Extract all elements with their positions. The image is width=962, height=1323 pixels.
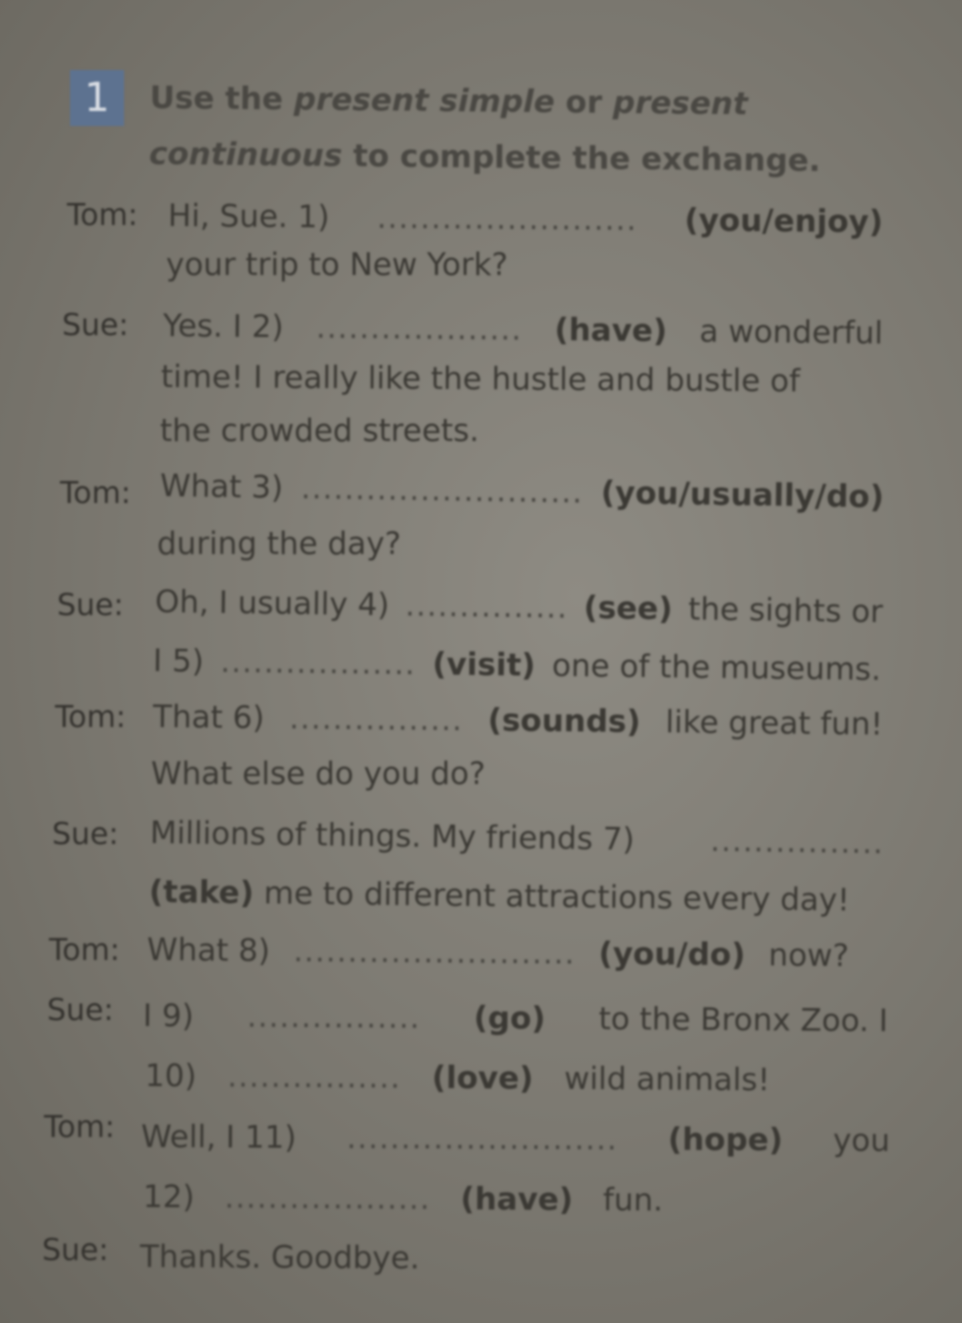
speaker-label: Sue:	[42, 1233, 109, 1268]
line-text: I 5)	[152, 643, 205, 680]
line-text: Millions of things. My friends 7)	[149, 815, 635, 858]
answer-blank[interactable]: ................	[227, 1058, 402, 1096]
line-text: What else do you do?	[151, 756, 486, 792]
line-text: me to different attractions every day!	[263, 875, 850, 919]
dialogue-line	[143, 1177, 663, 1221]
answer-blank[interactable]: ................	[710, 822, 885, 862]
verb-prompt: (take)	[148, 874, 255, 912]
dialogue-line	[155, 582, 883, 632]
dialogue-line	[161, 357, 881, 402]
answer-blank[interactable]: ..................	[220, 643, 416, 683]
verb-prompt: (you/do)	[598, 935, 746, 974]
line-text: fun.	[602, 1182, 664, 1219]
speaker-label: Tom:	[60, 476, 131, 511]
verb-prompt: (sounds)	[487, 702, 641, 741]
dialogue-line	[168, 196, 883, 242]
answer-blank[interactable]: ........................	[376, 199, 638, 239]
dialogue-line	[160, 411, 479, 451]
verb-prompt: (hope)	[667, 1121, 783, 1159]
line-text: to the Bronx Zoo. I	[598, 1001, 889, 1040]
line-text: your trip to New York?	[166, 247, 508, 283]
verb-prompt: (have)	[460, 1181, 574, 1219]
line-text: now?	[768, 937, 850, 975]
dialogue-line	[143, 996, 888, 1041]
dialogue-line	[145, 1056, 770, 1100]
dialogue-line	[157, 524, 401, 564]
answer-blank[interactable]: ...................	[224, 1179, 431, 1218]
dialogue-line	[150, 813, 884, 863]
line-text: one of the museums.	[551, 647, 882, 688]
dialogue-line	[153, 641, 881, 690]
verb-prompt: (you/enjoy)	[684, 202, 884, 241]
dialogue-line	[166, 245, 508, 285]
exercise-instruction	[149, 70, 910, 190]
line-text: Yes. I 2)	[162, 308, 284, 346]
line-text: What 3)	[159, 468, 284, 506]
instruction-emphasis: present simple	[293, 81, 555, 121]
speaker-label: Sue:	[57, 588, 124, 623]
dialogue-line	[160, 466, 885, 517]
instruction-text: Use the	[149, 79, 295, 118]
line-text: 10)	[144, 1058, 197, 1095]
dialogue-line	[141, 1117, 890, 1161]
answer-blank[interactable]: ................	[289, 700, 464, 739]
speaker-label: Sue:	[62, 308, 129, 343]
line-text: That 6)	[152, 699, 265, 737]
instruction-text: or	[554, 84, 614, 121]
speaker-label: Tom:	[49, 933, 120, 968]
speaker-label: Tom:	[55, 700, 126, 735]
line-text: Oh, I usually 4)	[154, 584, 390, 624]
line-text: What 8)	[146, 932, 271, 970]
verb-prompt: (love)	[431, 1060, 534, 1097]
line-text: wild animals!	[564, 1060, 771, 1099]
speaker-label: Tom:	[44, 1110, 115, 1145]
verb-prompt: (visit)	[432, 646, 536, 684]
verb-prompt: (go)	[473, 1000, 546, 1037]
line-text: you	[832, 1122, 891, 1159]
dialogue-line	[153, 697, 883, 745]
speaker-label: Sue:	[52, 817, 119, 852]
answer-blank[interactable]: ...............	[404, 587, 569, 626]
dialogue-line	[151, 754, 485, 794]
answer-blank[interactable]: ................	[246, 998, 421, 1036]
line-text: like great fun!	[665, 704, 884, 743]
line-text: 12)	[142, 1179, 195, 1216]
answer-blank[interactable]: ..........................	[293, 933, 576, 972]
line-text: time! I really like the hustle and bustle of	[160, 359, 801, 400]
instruction-text: to complete the exchange.	[342, 138, 821, 180]
dialogue-line	[147, 930, 849, 976]
instruction-emphasis: present continuous	[148, 84, 748, 175]
dialogue-line	[149, 872, 885, 921]
line-text: during the day?	[157, 526, 402, 562]
dialogue-line	[140, 1237, 420, 1278]
answer-blank[interactable]: ...................	[315, 309, 523, 348]
verb-prompt: (have)	[554, 312, 668, 350]
verb-prompt: (see)	[583, 589, 673, 628]
line-text: Well, I 11)	[140, 1119, 297, 1156]
verb-prompt: (you/usually/do)	[600, 474, 885, 516]
exercise-number-badge: 1	[70, 70, 124, 126]
dialogue-line	[163, 306, 883, 354]
answer-blank[interactable]: .........................	[346, 1120, 618, 1158]
line-text: the crowded streets.	[160, 413, 480, 449]
line-text: Hi, Sue. 1)	[167, 198, 330, 236]
line-text: I 9)	[142, 998, 194, 1035]
answer-blank[interactable]: ..........................	[300, 470, 584, 511]
line-text: the sights or	[687, 591, 884, 631]
line-text: Thanks. Goodbye.	[139, 1239, 420, 1277]
speaker-label: Tom:	[67, 198, 138, 233]
speaker-label: Sue:	[47, 993, 114, 1028]
line-text: a wonderful	[699, 313, 884, 352]
